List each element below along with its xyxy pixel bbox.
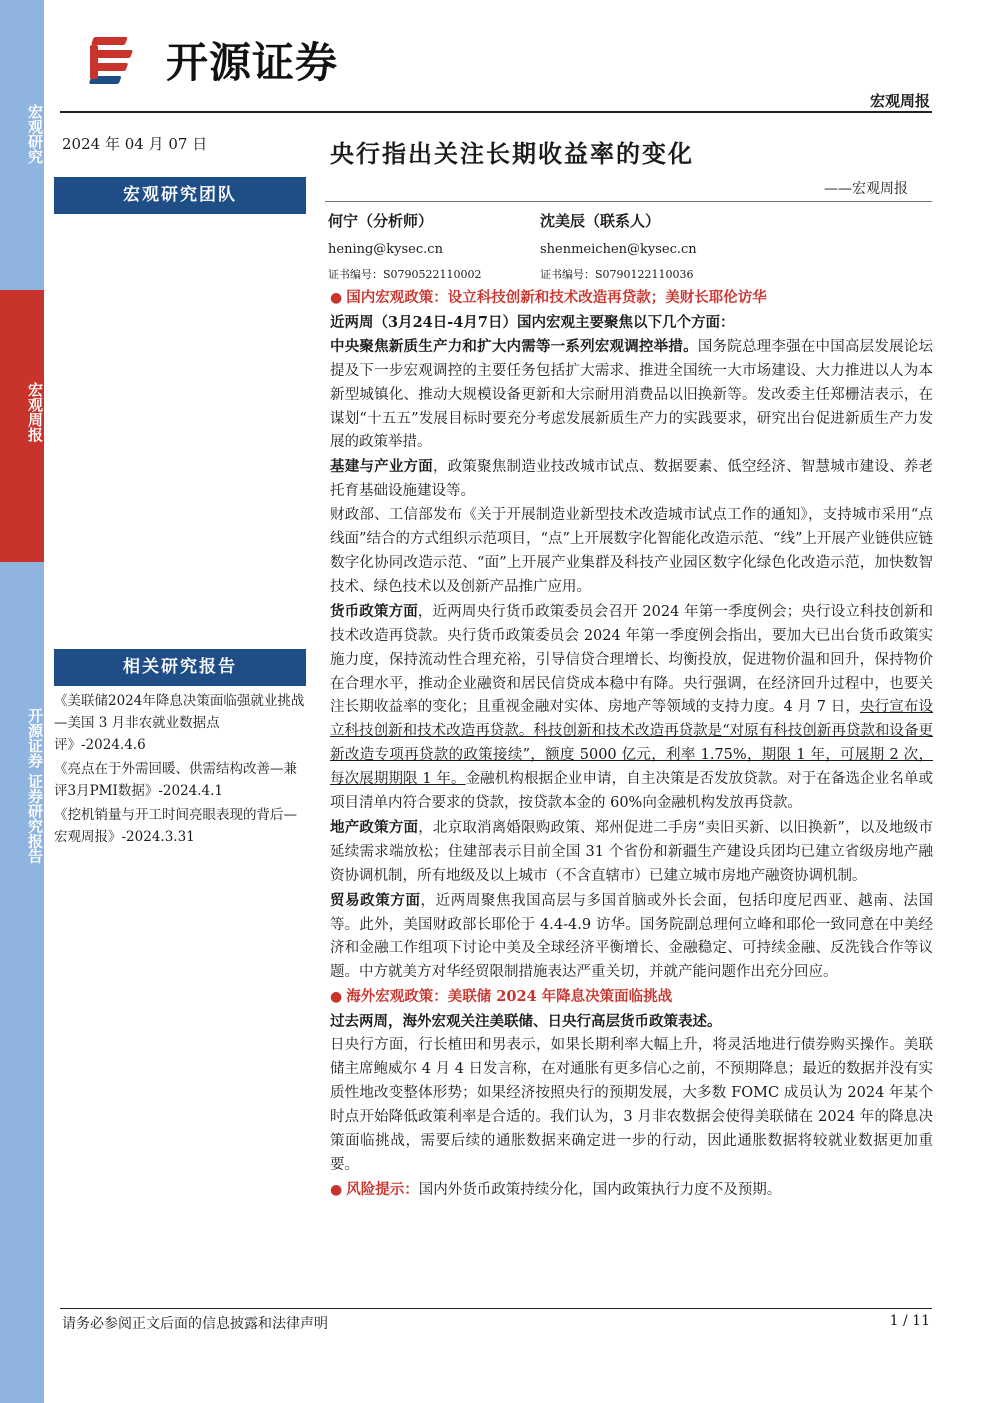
contact-cert: 证书编号：S0790122110036 bbox=[540, 268, 694, 281]
analyst-card bbox=[328, 210, 482, 282]
brand-name: 开源证券 bbox=[166, 38, 339, 87]
footer-disclaimer: 请务必参阅正文后面的信息披露和法律声明 bbox=[62, 1316, 328, 1332]
contact-name: 沈美辰（联系人） bbox=[540, 212, 661, 230]
paragraph-property: 地产政策方面，北京取消离婚限购政策、郑州促进二手房“卖旧买新、以旧换新”，以及地级市延续需求端放松；住建部表示目前全国 31 个省份和新疆生产建设兵团均已建立省级房地产融资协调机制，所有地级及以上城市（不含直辖市）已建立城市房地产融资协调机制。 bbox=[330, 818, 934, 884]
main-body bbox=[330, 286, 933, 1202]
analyst-email[interactable]: hening@kysec.cn bbox=[328, 242, 443, 257]
paragraph-macro: 中央聚焦新质生产力和扩大内需等一系列宏观调控举措。国务院总理李强在中国高层发展论坛提及下一步宏观调控的主要任务包括扩大需求、推进全国统一大市场建设、大力推进以人为本新型城镇化、推动大规模设备更新和大宗耐用消费品以旧换新等。发改委主任郑栅洁表示，在谋划“十五五”发展目标时要充分考虑发展新质生产力的实践要求，研究出台促进新质生产力发展的政策举措。 bbox=[330, 337, 933, 451]
side-strip-bottom bbox=[0, 562, 44, 1403]
related-report-item[interactable]: 《美联储2024年降息决策面临强就业挑战—美国 3 月非农就业数据点评》-2024.4.6 bbox=[54, 693, 305, 753]
section-intro-overseas: 过去两周，海外宏观关注美联储、日央行高层货币政策表述。 bbox=[330, 1013, 722, 1031]
related-reports-list bbox=[54, 690, 308, 850]
related-reports-box: 相关研究报告 bbox=[54, 649, 306, 686]
team-box: 宏观研究团队 bbox=[54, 177, 306, 214]
brand-logo bbox=[88, 30, 338, 90]
side-label-middle: 宏观周报 bbox=[26, 382, 44, 442]
paragraph-overseas: 日央行方面，行长植田和男表示，如果长期利率大幅上升，将灵活地进行债券购买操作。美联储主席鲍威尔 4 月 4 日发言称，在对通胀有更多信心之前，不预期降息；最近的数据并没有实质性地改变整体形势；如果经济按照央行的预期发展，大多数 FOMC 成员认为 2024 年某个时点开始降低政策利率是合适的。我们认为，3 月非农数据会使得美联储在 2024 年的降息决策面临挑战，需要后续的通胀数据来确定进一步的行动，因此通胀数据将较就业数据更加重要。 bbox=[330, 1037, 933, 1173]
bullet-dot-icon: ● bbox=[330, 290, 343, 306]
analyst-name: 何宁（分析师） bbox=[328, 212, 434, 230]
subtitle-divider bbox=[325, 201, 932, 202]
kysec-logo-icon bbox=[88, 31, 158, 89]
related-report-item[interactable]: 《挖机销量与开工时间亮眼表现的背后—宏观周报》-2024.3.31 bbox=[54, 807, 297, 845]
section-heading-overseas: ● 海外宏观政策：美联储 2024 年降息决策面临挑战 bbox=[330, 988, 673, 1006]
side-label-top: 宏观研究 bbox=[26, 104, 44, 164]
paragraph-infrastructure: 基建与产业方面，政策聚焦制造业技改城市试点、数据要素、低空经济、智慧城市建设、养老托育基础设施建设等。 bbox=[330, 458, 934, 500]
footer-divider bbox=[60, 1308, 932, 1309]
report-title: 央行指出关注长期收益率的变化 bbox=[330, 139, 694, 168]
risk-warning: ● 风险提示：国内外货币政策持续分化，国内政策执行力度不及预期。 bbox=[330, 1180, 782, 1198]
header-divider bbox=[60, 111, 932, 113]
paragraph-monetary: 货币政策方面，近两周央行货币政策委员会召开 2024 年第一季度例会；央行设立科技创新和技术改造再贷款。央行货币政策委员会 2024 年第一季度例会指出，要加大已出台货币政策实施力度，保持流动性合理充裕，引导信贷合理增长、均衡投放，促进物价温和回升，保持物价在合理水平，推动企业融资和居民信贷成本稳中有降。央行强调，在经济回升过程中，也要关注长期收益率的变化；且重视金融对实体、房地产等领域的支持力度。4 月 7 日，央行宣布设立科技创新和技术改造再贷款。科技创新和技术改造再贷款是“对原有科技创新再贷款和设备更新改造专项再贷款的政策接续”，额度 5000 亿元，利率 1.75%，期限 1 年，可展期 2 次，每次展期期限 1 年。金融机构根据企业申请，自主决策是否发放贷款。对于在备选企业名单或项目清单内符合要求的贷款，按贷款本金的 60%向金融机构发放再贷款。 bbox=[330, 602, 933, 812]
report-type: 宏观周报 bbox=[869, 92, 930, 110]
related-report-item[interactable]: 《亮点在于外需回暖、供需结构改善—兼评3月PMI数据》-2024.4.1 bbox=[54, 761, 297, 799]
report-subtitle: ——宏观周报 bbox=[824, 181, 908, 197]
analyst-cert: 证书编号：S0790522110002 bbox=[328, 268, 482, 281]
paragraph-manufacturing: 财政部、工信部发布《关于开展制造业新型技术改造城市试点工作的通知》，支持城市采用“点线面”结合的方式组织示范项目，“点”上开展数字化智能化改造示范、“线”上开展产业链供应链数字化协同改造示范、“面”上开展产业集群及科技产业园区数字化绿色化改造示范，加快数智技术、绿色技术以及创新产品推广应用。 bbox=[330, 507, 933, 595]
contact-card bbox=[540, 210, 697, 282]
contact-email[interactable]: shenmeichen@kysec.cn bbox=[540, 242, 697, 257]
section-heading-domestic: ● 国内宏观政策：设立科技创新和技术改造再贷款；美财长耶伦访华 bbox=[330, 289, 767, 306]
bullet-dot-icon: ● bbox=[330, 1181, 343, 1198]
report-date: 2024 年 04 月 07 日 bbox=[62, 135, 208, 153]
section-intro-domestic: 近两周（3月24日-4月7日）国内宏观主要聚焦以下几个方面： bbox=[330, 313, 735, 331]
page-number: 1 / 11 bbox=[889, 1313, 930, 1329]
paragraph-trade: 贸易政策方面，近两周聚焦我国高层与多国首脑或外长会面，包括印度尼西亚、越南、法国等。此外，美国财政部长耶伦于 4.4-4.9 访华。国务院副总理何立峰和耶伦一致同意在中美经济和金融工作组项下讨论中美及全球经济平衡增长、金融稳定、可持续金融、反洗钱合作等议题。中方就美方对华经贸限制措施表达严重关切，并就产能问题作出充分回应。 bbox=[330, 891, 934, 981]
bullet-dot-icon: ● bbox=[330, 989, 343, 1006]
side-label-bottom: 开源证券 证券研究报告 bbox=[26, 708, 44, 864]
